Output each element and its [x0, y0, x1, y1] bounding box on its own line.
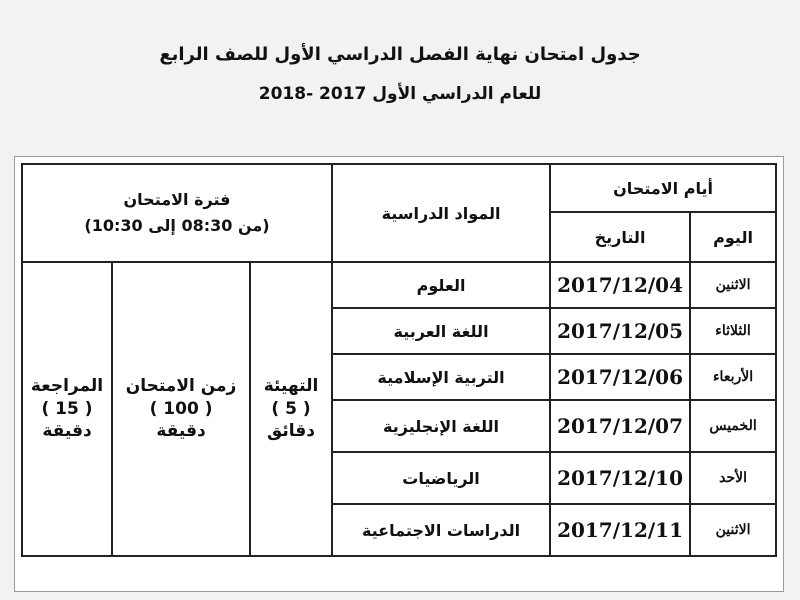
row-subject: العلوم	[332, 262, 550, 308]
row-date: 2017/12/07	[550, 400, 690, 452]
prep-time-cell	[250, 262, 332, 556]
row-subject: الدراسات الاجتماعية	[332, 504, 550, 556]
prep-value: ( 5 )	[271, 398, 311, 419]
header-exam-period	[22, 164, 332, 262]
prep-unit: دقائق	[267, 421, 315, 442]
review-unit: دقيقة	[42, 421, 92, 442]
row-date: 2017/12/05	[550, 308, 690, 354]
row-day: الاثنين	[690, 504, 776, 556]
review-value: ( 15 )	[41, 398, 93, 419]
row-date: 2017/12/10	[550, 452, 690, 504]
page-subtitle: للعام الدراسي الأول 2017 -2018	[258, 84, 542, 104]
row-date: 2017/12/06	[550, 354, 690, 400]
review-label: المراجعة	[30, 375, 104, 396]
header-exam-days: أيام الامتحان	[550, 164, 776, 212]
row-day: الثلاثاء	[690, 308, 776, 354]
header-row-1	[22, 164, 776, 212]
header-day: اليوم	[690, 212, 776, 262]
row-date: 2017/12/04	[550, 262, 690, 308]
row-day: الأربعاء	[690, 354, 776, 400]
row-subject: الرياضيات	[332, 452, 550, 504]
row-subject: التربية الإسلامية	[332, 354, 550, 400]
exam-value: ( 100 )	[149, 398, 213, 419]
row-subject: اللغة العربية	[332, 308, 550, 354]
header-subjects: المواد الدراسية	[332, 164, 550, 262]
exam-label: زمن الامتحان	[125, 375, 237, 396]
exam-time-cell	[112, 262, 250, 556]
period-time: (من 08:30 إلى 10:30)	[84, 216, 270, 235]
page-title: جدول امتحان نهاية الفصل الدراسي الأول للصف الرابع	[159, 44, 641, 65]
review-time-cell	[22, 262, 112, 556]
table-row	[22, 262, 776, 308]
period-title: فترة الامتحان	[123, 190, 231, 210]
row-day: الخميس	[690, 400, 776, 452]
prep-label: التهيئة	[263, 375, 319, 396]
row-date: 2017/12/11	[550, 504, 690, 556]
row-day: الأحد	[690, 452, 776, 504]
exam-schedule-table	[21, 163, 777, 557]
row-day: الاثنين	[690, 262, 776, 308]
header-date: التاريخ	[550, 212, 690, 262]
exam-unit: دقيقة	[156, 421, 206, 442]
row-subject: اللغة الإنجليزية	[332, 400, 550, 452]
